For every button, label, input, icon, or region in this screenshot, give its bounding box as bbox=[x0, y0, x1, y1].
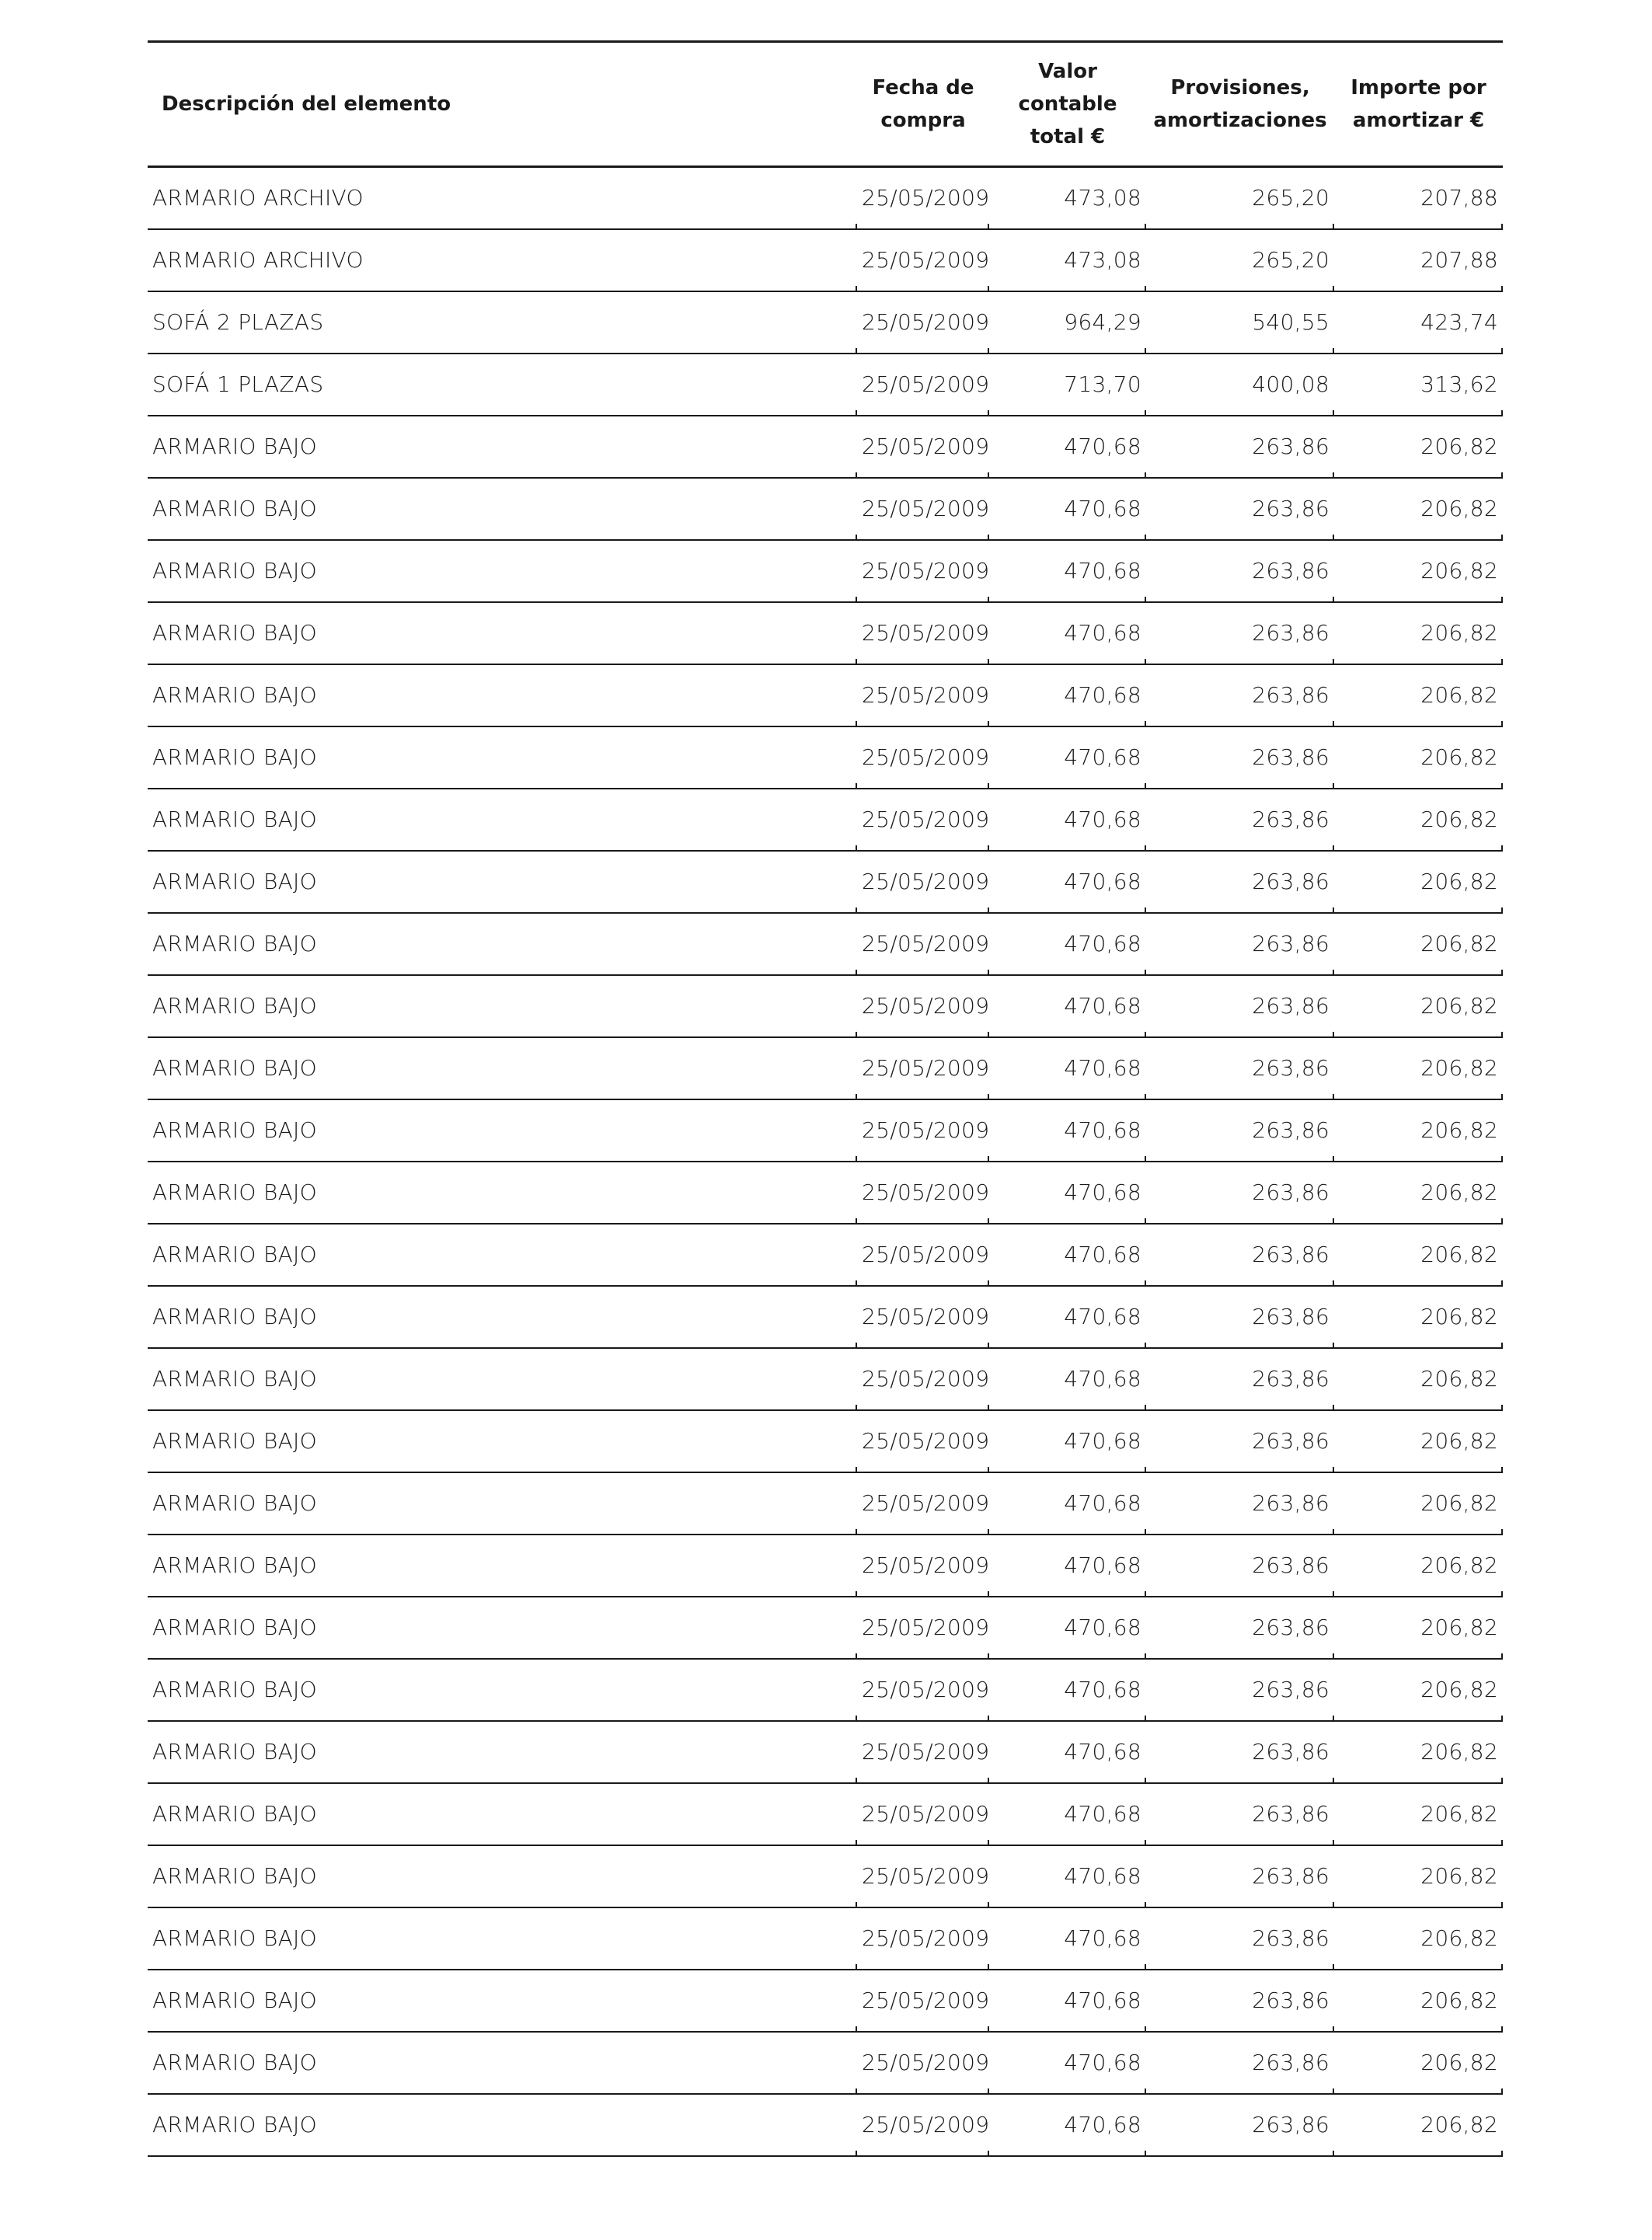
cell-description: ARMARIO BAJO bbox=[148, 1907, 857, 1970]
cell-book-value: 470,68 bbox=[989, 602, 1146, 664]
cell-provisions: 265,20 bbox=[1146, 229, 1334, 291]
table-row bbox=[148, 167, 1503, 229]
table-body bbox=[148, 167, 1503, 2156]
cell-provisions: 263,86 bbox=[1146, 1659, 1334, 1721]
cell-purchase-date: 25/05/2009 bbox=[857, 416, 989, 478]
cell-book-value: 470,68 bbox=[989, 1037, 1146, 1099]
cell-book-value: 470,68 bbox=[989, 664, 1146, 726]
cell-purchase-date: 25/05/2009 bbox=[857, 1721, 989, 1783]
cell-remaining: 206,82 bbox=[1334, 1348, 1503, 1410]
table-row bbox=[148, 1970, 1503, 2032]
table-row bbox=[148, 1907, 1503, 1970]
cell-remaining: 206,82 bbox=[1334, 1037, 1503, 1099]
cell-purchase-date: 25/05/2009 bbox=[857, 726, 989, 789]
cell-book-value: 470,68 bbox=[989, 1845, 1146, 1907]
cell-description: ARMARIO BAJO bbox=[148, 913, 857, 975]
cell-description: ARMARIO BAJO bbox=[148, 1348, 857, 1410]
cell-remaining: 206,82 bbox=[1334, 913, 1503, 975]
asset-table bbox=[148, 40, 1503, 2157]
cell-book-value: 470,68 bbox=[989, 1597, 1146, 1659]
cell-book-value: 713,70 bbox=[989, 354, 1146, 416]
cell-description: ARMARIO BAJO bbox=[148, 664, 857, 726]
cell-description: ARMARIO BAJO bbox=[148, 1162, 857, 1224]
cell-provisions: 400,08 bbox=[1146, 354, 1334, 416]
cell-remaining: 206,82 bbox=[1334, 726, 1503, 789]
cell-remaining: 206,82 bbox=[1334, 851, 1503, 913]
table-row bbox=[148, 416, 1503, 478]
cell-remaining: 206,82 bbox=[1334, 2094, 1503, 2156]
cell-provisions: 263,86 bbox=[1146, 1845, 1334, 1907]
cell-book-value: 470,68 bbox=[989, 913, 1146, 975]
cell-provisions: 263,86 bbox=[1146, 1162, 1334, 1224]
cell-book-value: 470,68 bbox=[989, 726, 1146, 789]
cell-provisions: 263,86 bbox=[1146, 1597, 1334, 1659]
cell-remaining: 207,88 bbox=[1334, 229, 1503, 291]
cell-description: ARMARIO BAJO bbox=[148, 1286, 857, 1348]
cell-purchase-date: 25/05/2009 bbox=[857, 291, 989, 354]
cell-provisions: 263,86 bbox=[1146, 1410, 1334, 1472]
cell-description: ARMARIO BAJO bbox=[148, 1099, 857, 1162]
table-row bbox=[148, 1721, 1503, 1783]
cell-purchase-date: 25/05/2009 bbox=[857, 789, 989, 851]
cell-description: ARMARIO BAJO bbox=[148, 540, 857, 602]
cell-purchase-date: 25/05/2009 bbox=[857, 1472, 989, 1535]
cell-remaining: 206,82 bbox=[1334, 1907, 1503, 1970]
cell-remaining: 206,82 bbox=[1334, 1597, 1503, 1659]
table-row bbox=[148, 478, 1503, 540]
table-row bbox=[148, 1162, 1503, 1224]
cell-description: ARMARIO BAJO bbox=[148, 1970, 857, 2032]
cell-remaining: 206,82 bbox=[1334, 664, 1503, 726]
cell-purchase-date: 25/05/2009 bbox=[857, 478, 989, 540]
cell-purchase-date: 25/05/2009 bbox=[857, 2094, 989, 2156]
cell-description: ARMARIO BAJO bbox=[148, 1410, 857, 1472]
cell-remaining: 206,82 bbox=[1334, 1970, 1503, 2032]
cell-remaining: 206,82 bbox=[1334, 1099, 1503, 1162]
cell-book-value: 470,68 bbox=[989, 975, 1146, 1037]
cell-purchase-date: 25/05/2009 bbox=[857, 229, 989, 291]
cell-book-value: 470,68 bbox=[989, 2032, 1146, 2094]
table-row bbox=[148, 851, 1503, 913]
cell-purchase-date: 25/05/2009 bbox=[857, 1037, 989, 1099]
cell-remaining: 206,82 bbox=[1334, 1783, 1503, 1845]
cell-provisions: 263,86 bbox=[1146, 478, 1334, 540]
cell-remaining: 206,82 bbox=[1334, 1410, 1503, 1472]
cell-book-value: 470,68 bbox=[989, 789, 1146, 851]
table-row bbox=[148, 1224, 1503, 1286]
table-row bbox=[148, 354, 1503, 416]
table-row bbox=[148, 726, 1503, 789]
cell-remaining: 206,82 bbox=[1334, 1286, 1503, 1348]
cell-description: ARMARIO BAJO bbox=[148, 1535, 857, 1597]
cell-remaining: 206,82 bbox=[1334, 1535, 1503, 1597]
cell-description: ARMARIO BAJO bbox=[148, 2094, 857, 2156]
cell-remaining: 207,88 bbox=[1334, 167, 1503, 229]
table-row bbox=[148, 1099, 1503, 1162]
cell-provisions: 263,86 bbox=[1146, 1907, 1334, 1970]
table-row bbox=[148, 1286, 1503, 1348]
cell-purchase-date: 25/05/2009 bbox=[857, 1783, 989, 1845]
cell-description: ARMARIO BAJO bbox=[148, 1659, 857, 1721]
cell-description: ARMARIO BAJO bbox=[148, 975, 857, 1037]
cell-purchase-date: 25/05/2009 bbox=[857, 1907, 989, 1970]
cell-purchase-date: 25/05/2009 bbox=[857, 540, 989, 602]
cell-provisions: 263,86 bbox=[1146, 664, 1334, 726]
table-row bbox=[148, 1783, 1503, 1845]
cell-description: ARMARIO BAJO bbox=[148, 2032, 857, 2094]
cell-book-value: 470,68 bbox=[989, 1721, 1146, 1783]
cell-book-value: 470,68 bbox=[989, 1224, 1146, 1286]
header-description: Descripción del elemento bbox=[162, 92, 451, 116]
cell-purchase-date: 25/05/2009 bbox=[857, 1597, 989, 1659]
cell-purchase-date: 25/05/2009 bbox=[857, 354, 989, 416]
table-row bbox=[148, 2094, 1503, 2156]
cell-description: ARMARIO BAJO bbox=[148, 851, 857, 913]
cell-purchase-date: 25/05/2009 bbox=[857, 851, 989, 913]
cell-book-value: 470,68 bbox=[989, 851, 1146, 913]
header-provisions: Provisiones, amortizaciones bbox=[1153, 76, 1327, 132]
table-row bbox=[148, 913, 1503, 975]
cell-remaining: 206,82 bbox=[1334, 1162, 1503, 1224]
cell-description: ARMARIO ARCHIVO bbox=[148, 229, 857, 291]
cell-purchase-date: 25/05/2009 bbox=[857, 1535, 989, 1597]
table-row bbox=[148, 1845, 1503, 1907]
cell-remaining: 206,82 bbox=[1334, 1659, 1503, 1721]
table-row bbox=[148, 2032, 1503, 2094]
table-row bbox=[148, 1659, 1503, 1721]
cell-book-value: 470,68 bbox=[989, 1970, 1146, 2032]
cell-purchase-date: 25/05/2009 bbox=[857, 1162, 989, 1224]
cell-book-value: 470,68 bbox=[989, 1348, 1146, 1410]
table-row bbox=[148, 602, 1503, 664]
cell-remaining: 206,82 bbox=[1334, 789, 1503, 851]
table-header bbox=[148, 42, 1503, 167]
cell-remaining: 206,82 bbox=[1334, 416, 1503, 478]
cell-book-value: 470,68 bbox=[989, 1535, 1146, 1597]
header-book-value: Valor contable total € bbox=[1018, 60, 1117, 148]
cell-book-value: 470,68 bbox=[989, 540, 1146, 602]
cell-provisions: 263,86 bbox=[1146, 1970, 1334, 2032]
cell-remaining: 206,82 bbox=[1334, 2032, 1503, 2094]
cell-provisions: 263,86 bbox=[1146, 416, 1334, 478]
cell-provisions: 263,86 bbox=[1146, 602, 1334, 664]
cell-purchase-date: 25/05/2009 bbox=[857, 1410, 989, 1472]
cell-provisions: 263,86 bbox=[1146, 540, 1334, 602]
cell-description: ARMARIO BAJO bbox=[148, 1845, 857, 1907]
table-row bbox=[148, 789, 1503, 851]
cell-description: ARMARIO BAJO bbox=[148, 416, 857, 478]
cell-description: SOFÁ 2 PLAZAS bbox=[148, 291, 857, 354]
cell-provisions: 263,86 bbox=[1146, 1535, 1334, 1597]
cell-provisions: 263,86 bbox=[1146, 2094, 1334, 2156]
cell-description: ARMARIO BAJO bbox=[148, 789, 857, 851]
cell-book-value: 470,68 bbox=[989, 1783, 1146, 1845]
table-row bbox=[148, 1037, 1503, 1099]
cell-book-value: 470,68 bbox=[989, 1659, 1146, 1721]
cell-purchase-date: 25/05/2009 bbox=[857, 1845, 989, 1907]
cell-purchase-date: 25/05/2009 bbox=[857, 1970, 989, 2032]
cell-book-value: 473,08 bbox=[989, 167, 1146, 229]
cell-purchase-date: 25/05/2009 bbox=[857, 664, 989, 726]
cell-provisions: 263,86 bbox=[1146, 1099, 1334, 1162]
cell-remaining: 206,82 bbox=[1334, 602, 1503, 664]
cell-book-value: 470,68 bbox=[989, 1907, 1146, 1970]
cell-purchase-date: 25/05/2009 bbox=[857, 913, 989, 975]
cell-description: ARMARIO ARCHIVO bbox=[148, 167, 857, 229]
table-row bbox=[148, 229, 1503, 291]
table-row bbox=[148, 1410, 1503, 1472]
header-remaining: Importe por amortizar € bbox=[1351, 76, 1486, 132]
cell-description: ARMARIO BAJO bbox=[148, 1721, 857, 1783]
cell-book-value: 470,68 bbox=[989, 1286, 1146, 1348]
cell-book-value: 964,29 bbox=[989, 291, 1146, 354]
cell-provisions: 263,86 bbox=[1146, 913, 1334, 975]
cell-description: ARMARIO BAJO bbox=[148, 726, 857, 789]
cell-book-value: 473,08 bbox=[989, 229, 1146, 291]
cell-description: ARMARIO BAJO bbox=[148, 602, 857, 664]
cell-remaining: 206,82 bbox=[1334, 975, 1503, 1037]
cell-provisions: 263,86 bbox=[1146, 1721, 1334, 1783]
table-row bbox=[148, 1535, 1503, 1597]
cell-book-value: 470,68 bbox=[989, 2094, 1146, 2156]
cell-purchase-date: 25/05/2009 bbox=[857, 602, 989, 664]
cell-description: SOFÁ 1 PLAZAS bbox=[148, 354, 857, 416]
cell-book-value: 470,68 bbox=[989, 1099, 1146, 1162]
cell-description: ARMARIO BAJO bbox=[148, 1472, 857, 1535]
cell-provisions: 263,86 bbox=[1146, 726, 1334, 789]
cell-book-value: 470,68 bbox=[989, 1472, 1146, 1535]
cell-description: ARMARIO BAJO bbox=[148, 478, 857, 540]
cell-purchase-date: 25/05/2009 bbox=[857, 975, 989, 1037]
cell-purchase-date: 25/05/2009 bbox=[857, 2032, 989, 2094]
cell-description: ARMARIO BAJO bbox=[148, 1783, 857, 1845]
cell-book-value: 470,68 bbox=[989, 1410, 1146, 1472]
cell-remaining: 206,82 bbox=[1334, 1472, 1503, 1535]
cell-book-value: 470,68 bbox=[989, 478, 1146, 540]
cell-provisions: 263,86 bbox=[1146, 1224, 1334, 1286]
cell-remaining: 206,82 bbox=[1334, 1845, 1503, 1907]
cell-provisions: 263,86 bbox=[1146, 975, 1334, 1037]
table-row bbox=[148, 291, 1503, 354]
cell-remaining: 423,74 bbox=[1334, 291, 1503, 354]
cell-provisions: 265,20 bbox=[1146, 167, 1334, 229]
cell-book-value: 470,68 bbox=[989, 1162, 1146, 1224]
cell-description: ARMARIO BAJO bbox=[148, 1224, 857, 1286]
table-row bbox=[148, 540, 1503, 602]
table-row bbox=[148, 664, 1503, 726]
cell-book-value: 470,68 bbox=[989, 416, 1146, 478]
cell-provisions: 263,86 bbox=[1146, 1037, 1334, 1099]
table-row bbox=[148, 1472, 1503, 1535]
cell-purchase-date: 25/05/2009 bbox=[857, 1286, 989, 1348]
cell-purchase-date: 25/05/2009 bbox=[857, 1348, 989, 1410]
cell-remaining: 313,62 bbox=[1334, 354, 1503, 416]
cell-description: ARMARIO BAJO bbox=[148, 1597, 857, 1659]
cell-provisions: 263,86 bbox=[1146, 1783, 1334, 1845]
header-purchase-date: Fecha de compra bbox=[872, 76, 974, 132]
cell-remaining: 206,82 bbox=[1334, 540, 1503, 602]
cell-provisions: 263,86 bbox=[1146, 789, 1334, 851]
cell-provisions: 263,86 bbox=[1146, 2032, 1334, 2094]
cell-purchase-date: 25/05/2009 bbox=[857, 167, 989, 229]
cell-purchase-date: 25/05/2009 bbox=[857, 1659, 989, 1721]
cell-provisions: 540,55 bbox=[1146, 291, 1334, 354]
table-row bbox=[148, 1597, 1503, 1659]
header-row bbox=[148, 42, 1503, 167]
cell-provisions: 263,86 bbox=[1146, 1348, 1334, 1410]
cell-provisions: 263,86 bbox=[1146, 1286, 1334, 1348]
table-row bbox=[148, 1348, 1503, 1410]
cell-purchase-date: 25/05/2009 bbox=[857, 1099, 989, 1162]
cell-description: ARMARIO BAJO bbox=[148, 1037, 857, 1099]
cell-purchase-date: 25/05/2009 bbox=[857, 1224, 989, 1286]
cell-remaining: 206,82 bbox=[1334, 478, 1503, 540]
cell-remaining: 206,82 bbox=[1334, 1721, 1503, 1783]
table-row bbox=[148, 975, 1503, 1037]
cell-remaining: 206,82 bbox=[1334, 1224, 1503, 1286]
cell-provisions: 263,86 bbox=[1146, 851, 1334, 913]
cell-provisions: 263,86 bbox=[1146, 1472, 1334, 1535]
